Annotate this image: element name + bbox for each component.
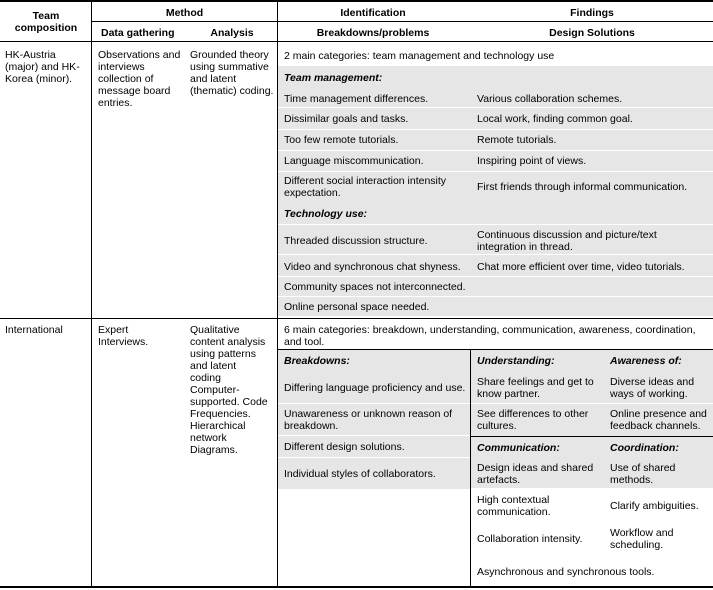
- gap: [278, 107, 713, 108]
- tm-problem-2: Dissimilar goals and tasks.: [284, 113, 409, 125]
- gap: [278, 403, 713, 404]
- understanding-1: Share feelings and get to know partner.: [477, 376, 594, 400]
- gap: [278, 254, 713, 255]
- breakdown-divider: [470, 349, 471, 586]
- coordination-1: Use of shared methods.: [610, 462, 676, 486]
- summary-divider: [278, 349, 713, 350]
- awareness-2: Online presence and feedback channels.: [610, 408, 707, 432]
- tech-solution-2: Chat more efficient over time, video tutorials.: [477, 261, 685, 273]
- awareness-1: Diverse ideas and ways of working.: [610, 376, 695, 400]
- col-divider-3: [277, 2, 278, 586]
- gap: [278, 276, 713, 277]
- tech-problem-4: Online personal space needed.: [284, 301, 430, 313]
- tm-problem-5: Different social interaction intensity expectation.: [284, 175, 447, 199]
- row2-data-gathering: Expert Interviews.: [98, 324, 149, 348]
- header-mid-rule: [92, 21, 713, 22]
- header-team-composition: Team composition: [14, 10, 78, 34]
- gap: [278, 435, 470, 436]
- row-divider: [0, 318, 713, 319]
- gap: [278, 224, 713, 225]
- communication-3: Collaboration intensity.: [477, 533, 583, 545]
- coordination-divider: [471, 436, 713, 437]
- tm-solution-1: Various collaboration schemes.: [477, 93, 623, 105]
- tm-problem-4: Language miscommunication.: [284, 155, 424, 167]
- gap: [278, 171, 713, 172]
- team-management-title: Team management:: [284, 72, 383, 84]
- tm-problem-1: Time management differences.: [284, 93, 429, 105]
- row2-team: International: [5, 324, 63, 336]
- tm-solution-2: Local work, finding common goal.: [477, 113, 633, 125]
- row1-data-gathering: Observations and interviews collection of message board entries.: [98, 49, 181, 109]
- top-rule: [0, 0, 713, 2]
- technology-title: Technology use:: [284, 208, 368, 220]
- tech-problem-2: Video and synchronous chat shyness.: [284, 261, 461, 273]
- breakdown-2: Unawareness or unknown reason of breakdown.: [284, 408, 453, 432]
- header-identification: Identification: [340, 7, 406, 19]
- understanding-2: See differences to other cultures.: [477, 408, 589, 432]
- header-findings: Findings: [570, 7, 614, 19]
- awareness-title: Awareness of:: [610, 355, 682, 367]
- communication-1: Design ideas and shared artefacts.: [477, 462, 594, 486]
- row1-team: HK-Austria (major) and HK-Korea (minor).: [5, 49, 80, 85]
- breakdown-1: Differing language proficiency and use.: [284, 382, 466, 394]
- gap: [278, 150, 713, 151]
- row2-summary: 6 main categories: breakdown, understanding, communication, awareness, coordination, and tool.: [284, 324, 696, 348]
- header-analysis: Analysis: [210, 27, 254, 39]
- header-design-solutions: Design Solutions: [549, 27, 635, 39]
- coordination-title: Coordination:: [610, 442, 679, 454]
- gap: [278, 296, 713, 297]
- coordination-2: Clarify ambiguities.: [610, 500, 699, 512]
- communication-4: Asynchronous and synchronous tools.: [477, 566, 655, 578]
- header-bottom-rule: [0, 41, 713, 42]
- tech-problem-3: Community spaces not interconnected.: [284, 281, 466, 293]
- tm-solution-5: First friends through informal communication.: [477, 181, 688, 193]
- tm-solution-4: Inspiring point of views.: [477, 155, 587, 167]
- understanding-title: Understanding:: [477, 355, 555, 367]
- gap: [278, 129, 713, 130]
- row1-summary: 2 main categories: team management and technology use: [284, 50, 555, 62]
- row2-analysis: Qualitative content analysis using patterns and latent coding Computer-supported. Code Frequencies. Hierarchical network Diagrams.: [190, 324, 268, 456]
- breakdown-3: Different design solutions.: [284, 441, 405, 453]
- gap: [278, 457, 470, 458]
- row1-analysis: Grounded theory using summative and latent (thematic) coding.: [190, 49, 274, 97]
- tech-problem-1: Threaded discussion structure.: [284, 235, 428, 247]
- breakdown-4: Individual styles of collaborators.: [284, 468, 436, 480]
- tech-solution-1: Continuous discussion and picture/text integration in thread.: [477, 229, 657, 253]
- header-method: Method: [165, 7, 204, 19]
- tm-problem-3: Too few remote tutorials.: [284, 134, 399, 146]
- coordination-3: Workflow and scheduling.: [610, 527, 674, 551]
- tm-solution-3: Remote tutorials.: [477, 134, 557, 146]
- communication-2: High contextual communication.: [477, 494, 551, 518]
- col-divider-1: [91, 2, 92, 586]
- header-data-gathering: Data gathering: [101, 27, 175, 39]
- bottom-rule: [0, 586, 713, 588]
- header-breakdowns-problems: Breakdowns/problems: [316, 27, 430, 39]
- breakdowns-title: Breakdowns:: [284, 355, 350, 367]
- communication-title: Communication:: [477, 442, 560, 454]
